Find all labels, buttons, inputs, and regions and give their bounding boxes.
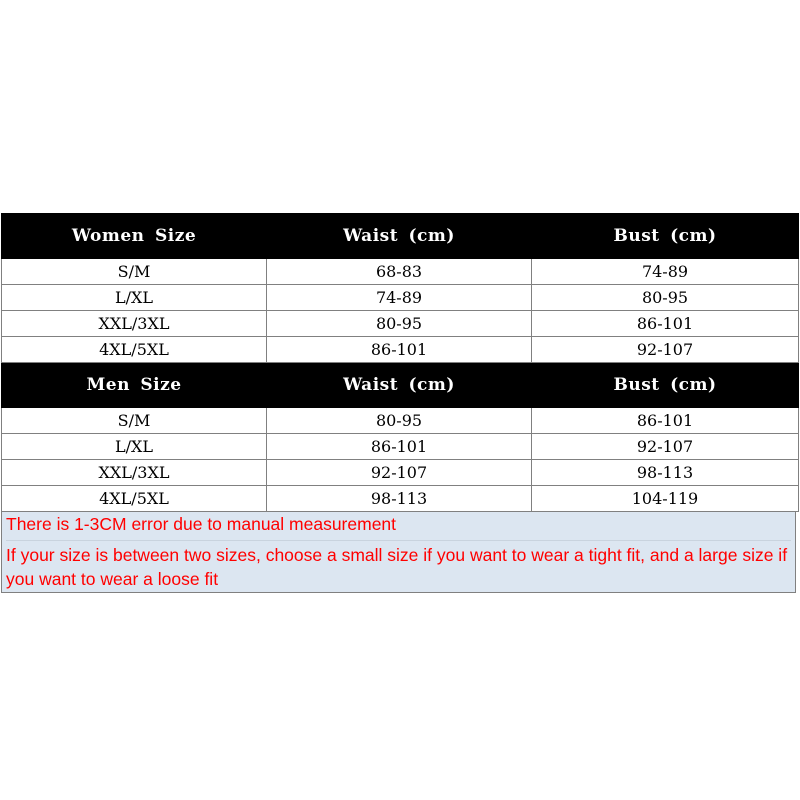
size-choice-note: If your size is between two sizes, choose a small size if you want to wear a tight fit, and a large size if you want to wear a loose fit — [6, 545, 788, 589]
bust-cell: 80-95 — [532, 285, 799, 311]
men-waist-header: Waist (cm) — [267, 363, 532, 408]
measurement-notes — [1, 511, 796, 593]
bust-cell: 98-113 — [532, 460, 799, 486]
size-cell: S/M — [2, 259, 267, 285]
women-header-row — [2, 214, 799, 259]
bust-cell: 86-101 — [532, 408, 799, 434]
table-row — [2, 285, 799, 311]
waist-cell: 86-101 — [267, 434, 532, 460]
table-row — [2, 311, 799, 337]
table-row — [2, 337, 799, 363]
table-row — [2, 460, 799, 486]
table-row — [2, 434, 799, 460]
size-cell: 4XL/5XL — [2, 486, 267, 512]
bust-cell: 104-119 — [532, 486, 799, 512]
table-row — [2, 408, 799, 434]
women-bust-header: Bust (cm) — [532, 214, 799, 259]
size-cell: S/M — [2, 408, 267, 434]
waist-cell: 98-113 — [267, 486, 532, 512]
waist-cell: 80-95 — [267, 311, 532, 337]
bust-cell: 92-107 — [532, 337, 799, 363]
size-cell: XXL/3XL — [2, 460, 267, 486]
women-waist-header: Waist (cm) — [267, 214, 532, 259]
waist-cell: 80-95 — [267, 408, 532, 434]
size-cell: L/XL — [2, 285, 267, 311]
bust-cell: 92-107 — [532, 434, 799, 460]
bust-cell: 74-89 — [532, 259, 799, 285]
women-size-header: Women Size — [2, 214, 267, 259]
waist-cell: 86-101 — [267, 337, 532, 363]
waist-cell: 92-107 — [267, 460, 532, 486]
waist-cell: 68-83 — [267, 259, 532, 285]
waist-cell: 74-89 — [267, 285, 532, 311]
men-size-header: Men Size — [2, 363, 267, 408]
bust-cell: 86-101 — [532, 311, 799, 337]
table-row — [2, 259, 799, 285]
table-row — [2, 486, 799, 512]
men-header-row — [2, 363, 799, 408]
size-cell: XXL/3XL — [2, 311, 267, 337]
size-chart-table — [1, 213, 799, 512]
size-cell: 4XL/5XL — [2, 337, 267, 363]
size-cell: L/XL — [2, 434, 267, 460]
men-bust-header: Bust (cm) — [532, 363, 799, 408]
measurement-error-note: There is 1-3CM error due to manual measurement — [6, 512, 791, 541]
